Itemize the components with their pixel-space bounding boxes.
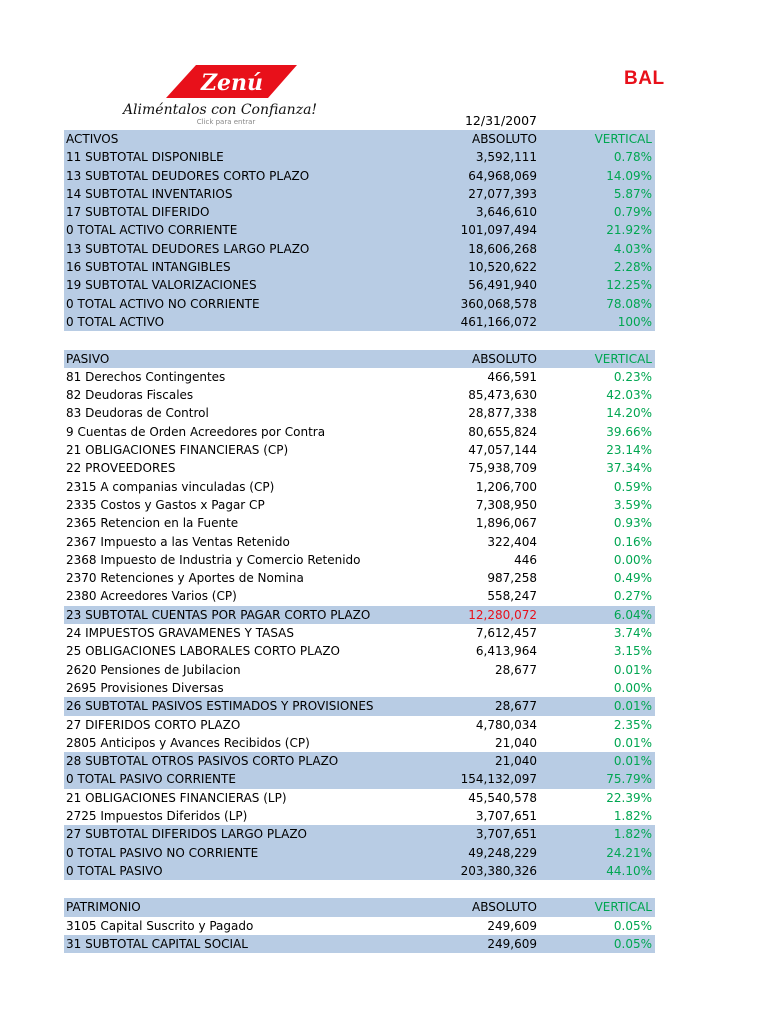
- absolute-value: 18,606,268: [468, 241, 537, 256]
- vertical-percent: 0.01%: [613, 754, 652, 769]
- vertical-percent: 22.39%: [606, 790, 652, 805]
- zenu-logo-icon: [100, 62, 350, 130]
- vertical-percent: 5.87%: [613, 186, 652, 201]
- table-row: [64, 569, 655, 587]
- report-date: 12/31/2007: [464, 113, 537, 128]
- row-label: 13 SUBTOTAL DEUDORES LARGO PLAZO: [66, 241, 310, 256]
- spacer-row: [64, 880, 655, 898]
- absolute-value: 3,646,610: [475, 205, 537, 220]
- row-label: 2620 Pensiones de Jubilacion: [66, 662, 241, 677]
- row-label: 81 Derechos Contingentes: [66, 369, 226, 384]
- absolute-value: 7,612,457: [475, 626, 537, 641]
- vertical-percent: 0.00%: [613, 680, 652, 695]
- table-row: [64, 240, 655, 258]
- absolute-value: ABSOLUTO: [472, 900, 537, 915]
- table-row: [64, 844, 655, 862]
- table-row: [64, 606, 655, 624]
- vertical-percent: 14.09%: [606, 168, 652, 183]
- absolute-value: 101,097,494: [460, 223, 537, 238]
- absolute-value: 1,896,067: [475, 516, 537, 531]
- balance-sheet-table: [64, 130, 655, 953]
- absolute-value: 6,413,964: [475, 644, 537, 659]
- vertical-percent: 0.00%: [613, 552, 652, 567]
- row-label: 25 OBLIGACIONES LABORALES CORTO PLAZO: [66, 644, 340, 659]
- table-row: [64, 221, 655, 239]
- vertical-percent: 39.66%: [606, 424, 652, 439]
- table-row: [64, 825, 655, 843]
- vertical-percent: 78.08%: [606, 296, 652, 311]
- vertical-percent: 23.14%: [606, 443, 652, 458]
- row-label: 0 TOTAL ACTIVO: [66, 314, 165, 329]
- table-row: [64, 148, 655, 166]
- vertical-percent: 0.05%: [613, 937, 652, 952]
- click-to-enter-text: Click para entrar: [196, 118, 256, 126]
- row-label: 21 OBLIGACIONES FINANCIERAS (LP): [66, 790, 287, 805]
- absolute-value: 987,258: [487, 571, 537, 586]
- row-label: 11 SUBTOTAL DISPONIBLE: [66, 150, 224, 165]
- vertical-percent: 0.93%: [613, 516, 652, 531]
- absolute-value: 249,609: [487, 937, 537, 952]
- row-label: 27 SUBTOTAL DIFERIDOS LARGO PLAZO: [66, 827, 307, 842]
- row-label: 2368 Impuesto de Industria y Comercio Retenido: [66, 552, 361, 567]
- vertical-percent: 1.82%: [613, 827, 652, 842]
- absolute-value: 154,132,097: [460, 772, 537, 787]
- vertical-percent: 0.01%: [613, 735, 652, 750]
- row-label: 28 SUBTOTAL OTROS PASIVOS CORTO PLAZO: [66, 754, 339, 769]
- vertical-percent: 100%: [617, 314, 652, 329]
- row-label: 3105 Capital Suscrito y Pagado: [66, 918, 254, 933]
- table-row: [64, 716, 655, 734]
- absolute-value: 75,938,709: [468, 461, 537, 476]
- table-row: [64, 185, 655, 203]
- absolute-value: 10,520,622: [468, 260, 537, 275]
- table-row: [64, 258, 655, 276]
- row-label: 19 SUBTOTAL VALORIZACIONES: [66, 278, 257, 293]
- absolute-value: 322,404: [487, 534, 537, 549]
- row-label: PASIVO: [66, 351, 110, 366]
- absolute-value: 1,206,700: [475, 479, 537, 494]
- table-row: [64, 862, 655, 880]
- absolute-value: 4,780,034: [475, 717, 537, 732]
- row-label: 2335 Costos y Gastos x Pagar CP: [66, 497, 265, 512]
- row-label: 9 Cuentas de Orden Acreedores por Contra: [66, 424, 326, 439]
- absolute-value: 461,166,072: [460, 314, 537, 329]
- table-row: [64, 459, 655, 477]
- table-row: [64, 386, 655, 404]
- row-label: 83 Deudoras de Control: [66, 406, 209, 421]
- table-row: [64, 368, 655, 386]
- table-row: [64, 587, 655, 605]
- table-row: [64, 313, 655, 331]
- table-row: [64, 807, 655, 825]
- row-label: 2380 Acreedores Varios (CP): [66, 589, 237, 604]
- absolute-value: 446: [514, 552, 537, 567]
- row-label: 2367 Impuesto a las Ventas Retenido: [66, 534, 290, 549]
- table-row: [64, 478, 655, 496]
- absolute-value: 21,040: [495, 754, 537, 769]
- table-row: [64, 661, 655, 679]
- absolute-value: 64,968,069: [468, 168, 537, 183]
- brand-slogan: Aliméntalos con Confianza!: [122, 102, 318, 118]
- absolute-value: 360,068,578: [460, 296, 537, 311]
- vertical-percent: 0.78%: [613, 150, 652, 165]
- row-label: 22 PROVEEDORES: [66, 461, 176, 476]
- vertical-percent: 21.92%: [606, 223, 652, 238]
- table-row: [64, 734, 655, 752]
- table-row: [64, 533, 655, 551]
- absolute-value: 28,677: [495, 662, 537, 677]
- vertical-percent: 75.79%: [606, 772, 652, 787]
- absolute-value: 85,473,630: [468, 388, 537, 403]
- row-label: 0 TOTAL PASIVO NO CORRIENTE: [66, 845, 259, 860]
- absolute-value: 3,707,651: [475, 808, 537, 823]
- vertical-percent: 0.49%: [613, 571, 652, 586]
- absolute-value: 12,280,072: [468, 607, 537, 622]
- vertical-percent: 0.27%: [613, 589, 652, 604]
- row-label: 2695 Provisiones Diversas: [66, 680, 224, 695]
- vertical-percent: 0.01%: [613, 699, 652, 714]
- brand-name: Zenú: [200, 70, 264, 96]
- vertical-percent: 44.10%: [606, 863, 652, 878]
- absolute-value: 45,540,578: [468, 790, 537, 805]
- section-header-row: [64, 898, 655, 916]
- vertical-percent: VERTICAL: [594, 900, 652, 915]
- vertical-percent: 3.59%: [613, 497, 652, 512]
- absolute-value: 47,057,144: [468, 443, 537, 458]
- vertical-percent: 2.35%: [613, 717, 652, 732]
- vertical-percent: 37.34%: [606, 461, 652, 476]
- absolute-value: 203,380,326: [460, 863, 537, 878]
- vertical-percent: 0.59%: [613, 479, 652, 494]
- vertical-percent: 6.04%: [613, 607, 652, 622]
- table-row: [64, 441, 655, 459]
- row-label: 0 TOTAL ACTIVO CORRIENTE: [66, 223, 238, 238]
- table-row: [64, 770, 655, 788]
- row-label: 0 TOTAL ACTIVO NO CORRIENTE: [66, 296, 260, 311]
- vertical-percent: 0.79%: [613, 205, 652, 220]
- table-row: [64, 935, 655, 953]
- row-label: 13 SUBTOTAL DEUDORES CORTO PLAZO: [66, 168, 310, 183]
- row-label: 24 IMPUESTOS GRAVAMENES Y TASAS: [66, 626, 294, 641]
- row-label: 21 OBLIGACIONES FINANCIERAS (CP): [66, 443, 289, 458]
- table-row: [64, 679, 655, 697]
- table-row: [64, 167, 655, 185]
- vertical-percent: 2.28%: [613, 260, 652, 275]
- absolute-value: 28,677: [495, 699, 537, 714]
- vertical-percent: 12.25%: [606, 278, 652, 293]
- vertical-percent: 4.03%: [613, 241, 652, 256]
- spacer-row: [64, 331, 655, 349]
- section-header-row: [64, 350, 655, 368]
- row-label: 82 Deudoras Fiscales: [66, 388, 194, 403]
- table-row: [64, 203, 655, 221]
- row-label: 0 TOTAL PASIVO CORRIENTE: [66, 772, 236, 787]
- table-row: [64, 642, 655, 660]
- absolute-value: 21,040: [495, 735, 537, 750]
- absolute-value: 56,491,940: [468, 278, 537, 293]
- table-row: [64, 295, 655, 313]
- absolute-value: 558,247: [487, 589, 537, 604]
- vertical-percent: 14.20%: [606, 406, 652, 421]
- vertical-percent: 1.82%: [613, 808, 652, 823]
- row-label: 17 SUBTOTAL DIFERIDO: [66, 205, 210, 220]
- absolute-value: 80,655,824: [468, 424, 537, 439]
- vertical-percent: 0.16%: [613, 534, 652, 549]
- row-label: 14 SUBTOTAL INVENTARIOS: [66, 186, 233, 201]
- vertical-percent: 3.15%: [613, 644, 652, 659]
- row-label: 16 SUBTOTAL INTANGIBLES: [66, 260, 231, 275]
- absolute-value: 3,707,651: [475, 827, 537, 842]
- vertical-percent: VERTICAL: [594, 351, 652, 366]
- table-row: [64, 496, 655, 514]
- row-label: 31 SUBTOTAL CAPITAL SOCIAL: [66, 937, 248, 952]
- absolute-value: 28,877,338: [468, 406, 537, 421]
- row-label: PATRIMONIO: [66, 900, 141, 915]
- zenu-logo[interactable]: [100, 62, 350, 130]
- row-label: 2725 Impuestos Diferidos (LP): [66, 808, 248, 823]
- vertical-percent: 0.01%: [613, 662, 652, 677]
- vertical-percent: 0.05%: [613, 918, 652, 933]
- absolute-value: 7,308,950: [475, 497, 537, 512]
- row-label: 2365 Retencion en la Fuente: [66, 516, 239, 531]
- table-row: [64, 276, 655, 294]
- absolute-value: 27,077,393: [468, 186, 537, 201]
- absolute-value: 3,592,111: [475, 150, 537, 165]
- table-row: [64, 423, 655, 441]
- table-row: [64, 789, 655, 807]
- vertical-percent: 42.03%: [606, 388, 652, 403]
- row-label: 2805 Anticipos y Avances Recibidos (CP): [66, 735, 310, 750]
- row-label: 2315 A companias vinculadas (CP): [66, 479, 275, 494]
- table-row: [64, 551, 655, 569]
- table-row: [64, 917, 655, 935]
- absolute-value: ABSOLUTO: [472, 351, 537, 366]
- absolute-value: 249,609: [487, 918, 537, 933]
- row-label: 23 SUBTOTAL CUENTAS POR PAGAR CORTO PLAZO: [66, 607, 371, 622]
- vertical-percent: 3.74%: [613, 626, 652, 641]
- vertical-percent: 0.23%: [613, 369, 652, 384]
- page-title: BAL: [624, 68, 665, 89]
- table-row: [64, 752, 655, 770]
- row-label: ACTIVOS: [66, 132, 119, 146]
- row-label: 26 SUBTOTAL PASIVOS ESTIMADOS Y PROVISIONES: [66, 699, 374, 714]
- row-label: 27 DIFERIDOS CORTO PLAZO: [66, 717, 241, 732]
- absolute-value: 49,248,229: [468, 845, 537, 860]
- section-header-row: [64, 130, 655, 148]
- row-label: 0 TOTAL PASIVO: [66, 863, 163, 878]
- table-row: [64, 697, 655, 715]
- vertical-percent: VERTICAL: [594, 132, 652, 146]
- vertical-percent: 24.21%: [606, 845, 652, 860]
- absolute-value: ABSOLUTO: [472, 132, 537, 146]
- table-row: [64, 624, 655, 642]
- row-label: 2370 Retenciones y Aportes de Nomina: [66, 571, 304, 586]
- table-row: [64, 514, 655, 532]
- table-row: [64, 404, 655, 422]
- absolute-value: 466,591: [487, 369, 537, 384]
